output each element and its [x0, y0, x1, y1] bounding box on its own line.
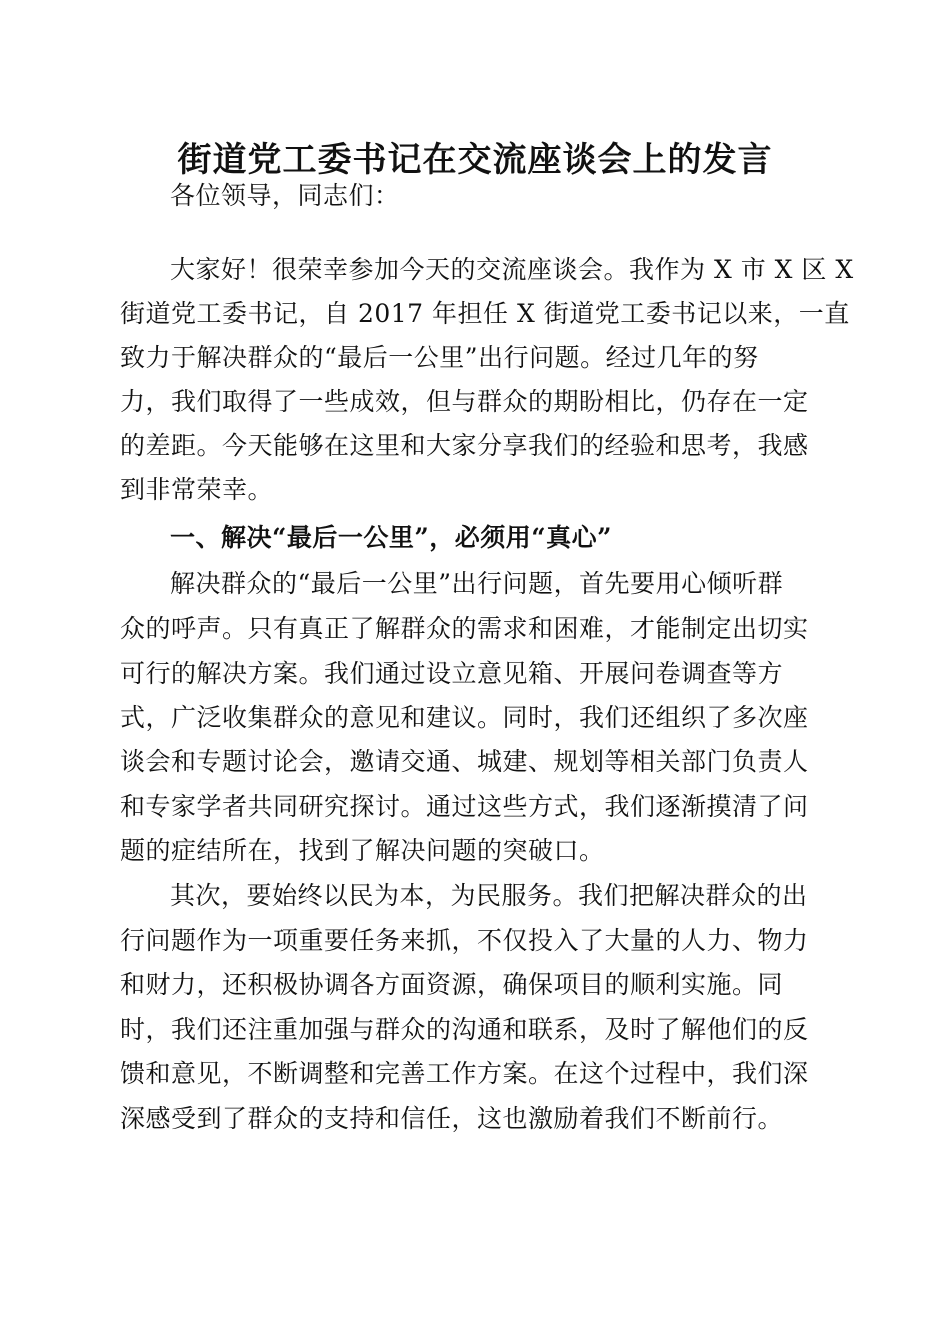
paragraph-3-line: 时，我们还注重加强与群众的沟通和联系，及时了解他们的反 — [120, 1015, 809, 1044]
paragraph-3-line: 馈和意见，不断调整和完善工作方案。在这个过程中，我们深 — [120, 1059, 809, 1088]
paragraph-2-line: 谈会和专题讨论会，邀请交通、城建、规划等相关部门负责人 — [120, 747, 809, 776]
greeting: 各位领导，同志们： — [170, 181, 400, 210]
paragraph-1-line: 的差距。今天能够在这里和大家分享我们的经验和思考，我感 — [120, 431, 809, 460]
paragraph-2-line: 解决群众的“最后一公里”出行问题，首先要用心倾听群 — [170, 569, 784, 598]
paragraph-2-line: 和专家学者共同研究探讨。通过这些方式，我们逐渐摸清了问 — [120, 792, 809, 821]
paragraph-2-line: 式，广泛收集群众的意见和建议。同时，我们还组织了多次座 — [120, 703, 809, 732]
paragraph-1-line: 大家好！很荣幸参加今天的交流座谈会。我作为 X 市 X 区 X — [170, 255, 854, 284]
paragraph-1-line: 致力于解决群众的“最后一公里”出行问题。经过几年的努 — [120, 343, 759, 372]
paragraph-1-line: 街道党工委书记，自 2017 年担任 X 街道党工委书记以来，一直 — [120, 299, 850, 328]
paragraph-3-line: 和财力，还积极协调各方面资源，确保项目的顺利实施。同 — [120, 970, 784, 999]
paragraph-3-line: 其次，要始终以民为本，为民服务。我们把解决群众的出 — [170, 881, 808, 910]
paragraph-2-line: 众的呼声。只有真正了解群众的需求和困难，才能制定出切实 — [120, 614, 809, 643]
paragraph-3-line: 行问题作为一项重要任务来抓，不仅投入了大量的人力、物力 — [120, 926, 809, 955]
paragraph-2-line: 可行的解决方案。我们通过设立意见箱、开展问卷调查等方 — [120, 659, 784, 688]
paragraph-2-line: 题的症结所在，找到了解决问题的突破口。 — [120, 836, 605, 865]
paragraph-1-line: 到非常荣幸。 — [120, 475, 274, 504]
paragraph-1-line: 力，我们取得了一些成效，但与群众的期盼相比，仍存在一定 — [120, 387, 809, 416]
paragraph-3-line: 深感受到了群众的支持和信任，这也激励着我们不断前行。 — [120, 1104, 784, 1133]
section-heading: 一、解决“最后一公里”，必须用“真心” — [170, 523, 613, 552]
document-title: 街道党工委书记在交流座谈会上的发言 — [177, 140, 773, 180]
